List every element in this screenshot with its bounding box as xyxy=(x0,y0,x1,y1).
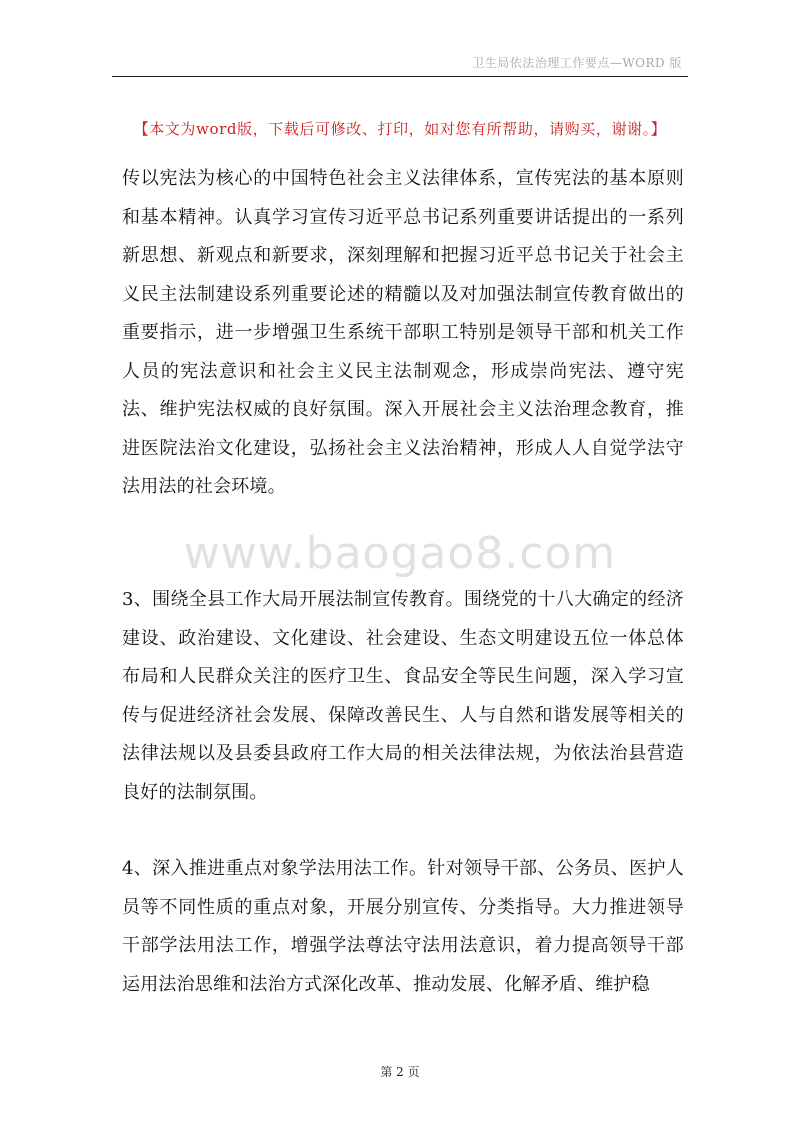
body-paragraph-3 xyxy=(122,850,684,1004)
body-paragraph-1 xyxy=(122,160,684,507)
page-number: 第 2 页 xyxy=(380,1065,420,1079)
watermark: www.baogao8.com xyxy=(183,528,617,579)
body-paragraph-2 xyxy=(122,581,684,812)
document-title: 卫生局依法治理工作要点—WORD 版 xyxy=(472,56,682,70)
paragraph-text: 传以宪法为核心的中国特色社会主义法律体系，宣传宪法的基本原则和基本精神。认真学习宣传习近平总书记系列重要讲话提出的一系列新思想、新观点和新要求，深刻理解和把握习近平总书记关于社会主义民主法制建设系列重要论述的精髓以及对加强法制宣传教育做出的重要指示，进一步增强卫生系统干部职工特别是领导干部和机关工作人员的宪法意识和社会主义民主法制观念，形成崇尚宪法、遵守宪法、维护宪法权威的良好氛围。深入开展社会主义法治理念教育，推进医院法治文化建设，弘扬社会主义法治精神，形成人人自觉学法守法用法的社会环境。 xyxy=(122,168,684,497)
paragraph-text: 4、深入推进重点对象学法用法工作。针对领导干部、公务员、医护人员等不同性质的重点对象，开展分别宣传、分类指导。大力推进领导干部学法用法工作，增强学法尊法守法用法意识，着力提高领导干部运用法治思维和法治方式深化改革、推动发展、化解矛盾、维护稳 xyxy=(122,858,684,995)
purchase-notice: 【本文为word版，下载后可修改、打印，如对您有所帮助，请购买，谢谢。】 xyxy=(133,120,667,138)
page-header xyxy=(112,50,688,77)
paragraph-text: 3、围绕全县工作大局开展法制宣传教育。围绕党的十八大确定的经济建设、政治建设、文化建设、社会建设、生态文明建设五位一体总体布局和人民群众关注的医疗卫生、食品安全等民生问题，深入学习宣传与促进经济社会发展、保障改善民生、人与自然和谐发展等相关的法律法规以及县委县政府工作大局的相关法律法规，为依法治县营造良好的法制氛围。 xyxy=(122,589,684,803)
